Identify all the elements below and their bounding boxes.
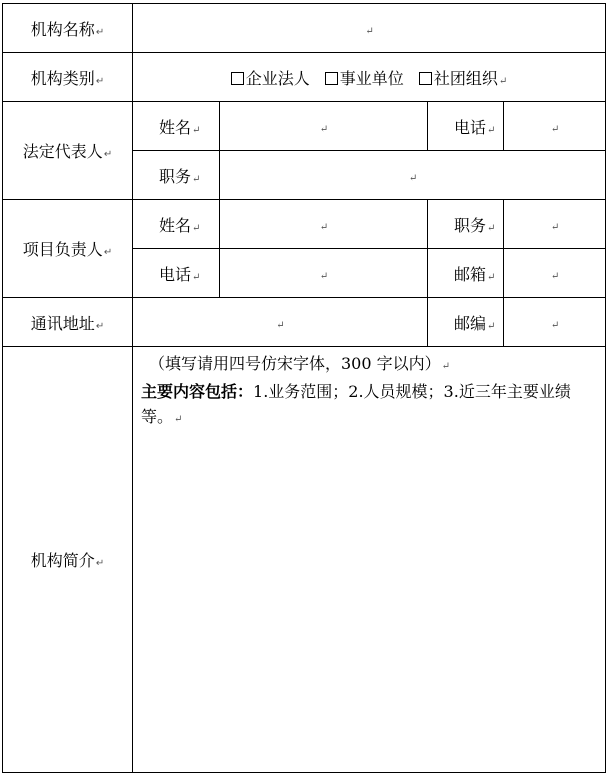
- project-lead-name-field[interactable]: [220, 200, 428, 249]
- org-type-label: 机构类别: [30, 68, 95, 88]
- paragraph-mark-icon: ↵: [95, 75, 105, 87]
- paragraph-mark-icon: ↵: [103, 247, 113, 258]
- org-type-option-association[interactable]: [419, 69, 507, 88]
- legal-rep-phone-field[interactable]: [504, 102, 606, 151]
- paragraph-mark-icon: ↵: [319, 221, 329, 233]
- paragraph-mark-icon: ↵: [550, 123, 560, 135]
- paragraph-mark-icon: ↵: [319, 270, 329, 282]
- org-name-label-cell: [3, 4, 133, 53]
- address-label: 通讯地址: [30, 313, 95, 333]
- option-label: 社团组织: [433, 68, 498, 88]
- paragraph-mark-icon: ↵: [103, 149, 113, 160]
- org-type-label-cell: [3, 53, 133, 102]
- postcode-label-cell: [428, 298, 504, 347]
- intro-content-hint: [141, 379, 599, 432]
- legal-rep-label-cell: [3, 102, 133, 200]
- project-lead-email-field[interactable]: [504, 249, 606, 298]
- intro-label-cell: [3, 347, 133, 773]
- project-lead-position-field[interactable]: [504, 200, 606, 249]
- org-name-field[interactable]: [133, 4, 606, 53]
- project-lead-phone-label-cell: [133, 249, 220, 298]
- legal-rep-position-label-cell: [133, 151, 220, 200]
- org-name-label: 机构名称: [30, 19, 95, 39]
- paragraph-mark-icon: ↵: [95, 26, 105, 38]
- checkbox-icon[interactable]: [325, 72, 338, 85]
- paragraph-mark-icon: ↵: [95, 320, 105, 332]
- row-org-name: [3, 4, 606, 53]
- paragraph-mark-icon: ↵: [487, 222, 496, 234]
- row-address: [3, 298, 606, 347]
- legal-rep-phone-label-cell: [428, 102, 504, 151]
- org-type-option-enterprise[interactable]: [231, 69, 310, 88]
- intro-field[interactable]: [133, 347, 606, 773]
- checkbox-icon[interactable]: [419, 72, 432, 85]
- paragraph-mark-icon: ↵: [487, 124, 496, 136]
- legal-rep-name-label-cell: [133, 102, 220, 151]
- paragraph-mark-icon: ↵: [192, 173, 201, 185]
- intro-instruction: [141, 351, 599, 379]
- row-org-type: [3, 53, 606, 102]
- legal-rep-name-field[interactable]: [220, 102, 428, 151]
- position-label: 职务: [159, 166, 192, 186]
- org-type-options: [133, 53, 606, 102]
- paragraph-mark-icon: ↵: [487, 271, 496, 283]
- org-type-option-institution[interactable]: [325, 69, 404, 88]
- row-project-lead-1: [3, 200, 606, 249]
- phone-label: 电话: [454, 117, 487, 137]
- project-lead-email-label-cell: [428, 249, 504, 298]
- paragraph-mark-icon: ↵: [276, 319, 285, 331]
- row-intro: [3, 347, 606, 773]
- phone-label: 电话: [159, 264, 192, 284]
- project-lead-label: 项目负责人: [22, 240, 103, 259]
- project-lead-label-cell: [3, 200, 133, 298]
- position-label: 职务: [454, 215, 487, 235]
- legal-rep-label: 法定代表人: [22, 142, 103, 161]
- intro-main-text: 1.业务范围；2.人员规模；3.近三年主要业绩等。: [141, 382, 571, 426]
- paragraph-mark-icon: ↵: [174, 414, 183, 425]
- name-label: 姓名: [159, 117, 192, 137]
- intro-main-bold: 主要内容包括：: [141, 382, 254, 401]
- row-legal-rep-1: [3, 102, 606, 151]
- paragraph-mark-icon: ↵: [487, 320, 496, 332]
- project-lead-phone-field[interactable]: [220, 249, 428, 298]
- project-lead-name-label-cell: [133, 200, 220, 249]
- email-label: 邮箱: [454, 264, 487, 284]
- paragraph-mark-icon: ↵: [498, 75, 508, 87]
- option-label: 企业法人: [245, 68, 310, 88]
- intro-label: 机构简介: [30, 551, 95, 570]
- postcode-label: 邮编: [454, 313, 487, 333]
- address-field[interactable]: [133, 298, 428, 347]
- legal-rep-position-field[interactable]: [220, 151, 606, 200]
- registration-form-table: [2, 3, 606, 773]
- paragraph-mark-icon: ↵: [365, 25, 374, 37]
- project-lead-position-label-cell: [428, 200, 504, 249]
- checkbox-icon[interactable]: [231, 72, 244, 85]
- address-label-cell: [3, 298, 133, 347]
- paragraph-mark-icon: ↵: [550, 319, 560, 331]
- paragraph-mark-icon: ↵: [319, 123, 329, 135]
- paragraph-mark-icon: ↵: [192, 222, 201, 234]
- paragraph-mark-icon: ↵: [192, 271, 201, 283]
- postcode-field[interactable]: [504, 298, 606, 347]
- paragraph-mark-icon: ↵: [192, 124, 201, 136]
- paragraph-mark-icon: ↵: [408, 172, 418, 184]
- option-label: 事业单位: [339, 68, 404, 88]
- name-label: 姓名: [159, 215, 192, 235]
- paragraph-mark-icon: ↵: [550, 221, 560, 233]
- paragraph-mark-icon: ↵: [95, 558, 105, 569]
- paragraph-mark-icon: ↵: [550, 270, 560, 282]
- intro-note: （填写请用四号仿宋字体，300 字以内）: [149, 354, 441, 373]
- paragraph-mark-icon: ↵: [441, 361, 451, 372]
